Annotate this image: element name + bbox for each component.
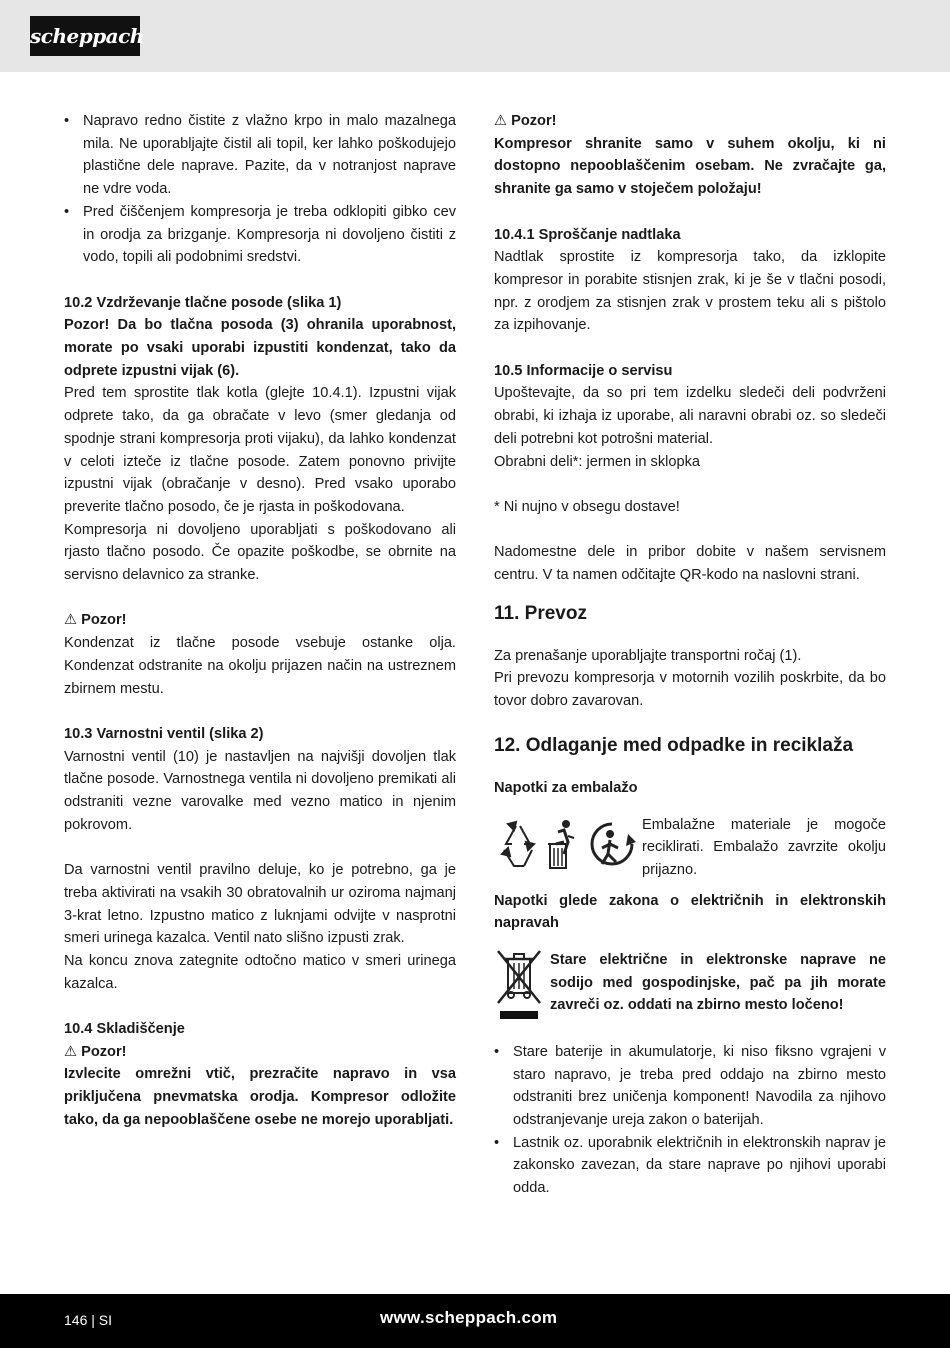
- weee-block: [494, 949, 886, 1041]
- bin-person-icon: [548, 820, 574, 868]
- storage-warning-text: Izvlecite omrežni vtič, prezračite napravo in vsa priključena pnevmatska orodja. Kompresor odložite tako, da ga nepooblaščene osebe ne morejo uporabljati.: [64, 1066, 456, 1128]
- weee-heading: Napotki glede zakona o električnih in elektronskih napravah: [494, 892, 886, 932]
- warning-icon: ⚠: [64, 612, 78, 629]
- section-10-5-paragraph: Obrabni deli*: jermen in sklopka: [494, 453, 701, 470]
- packaging-text: Embalažne materiale je mogoče reciklirati. Embalažo zavrzite okolju prijazno.: [642, 816, 886, 878]
- chapter-11-heading: 11. Prevoz: [494, 602, 587, 624]
- recycle-person-icon: [592, 824, 636, 864]
- list-item: • Lastnik oz. uporabnik električnih in elektronskih naprav je zakonsko zavezan, da stare naprave po njihovi uporabi odda.: [494, 1132, 886, 1200]
- crossed-out-bin-icon: [494, 949, 544, 1023]
- chapter-12-heading: 12. Odlaganje med odpadke in reciklaža: [494, 734, 854, 756]
- footer-bar: [0, 1294, 950, 1348]
- condensate-warning-text: Kondenzat iz tlačne posode vsebuje ostanke olja. Kondenzat odstranite na okolju prijazen način na ustreznem zbirnem mestu.: [64, 635, 456, 697]
- battery-bullet-list: [494, 1041, 886, 1200]
- warning-icon: ⚠: [64, 1043, 78, 1060]
- section-10-2-warning: Pozor! Da bo tlačna posoda (3) ohranila uporabnost, morate po vsaki uporabi izpustiti kondenzat, tako da odprete izpustni vijak (6).: [64, 317, 456, 379]
- section-10-2-paragraph: Kompresorja ni dovoljeno uporabljati s poškodovano ali rjasto tlačno posodo. Če opazite poškodbe, se obrnite na servisno delavnico za stranke.: [64, 521, 456, 584]
- section-10-3-paragraph: Na koncu znova zategnite odtočno matico v smeri urinega kazalca.: [64, 952, 456, 992]
- section-10-3-heading: 10.3 Varnostni ventil (slika 2): [64, 725, 264, 742]
- storage-warning-text: Kompresor shranite samo v suhem okolju, ki ni dostopno nepooblaščenim osebam. Ne zvračajte ga, shranite ga samo v stoječem položaju!: [494, 135, 886, 198]
- transport-paragraph: Pri prevozu kompresorja v motornih vozilih poskrbite, da bo tovor dobro zavarovan.: [494, 670, 886, 710]
- section-10-3-paragraph: Da varnostni ventil pravilno deluje, ko je potrebno, ga je treba aktivirati na vsakih 30 obratovalnih ur oziroma najmanj 3-krat letno. Izpustno matico z luknjami odvijte v nasprotni smeri urinega kazalca. Ventil nato slišno izpusti zrak.: [64, 862, 456, 947]
- section-10-2-heading: 10.2 Vzdrževanje tlačne posode (slika 1): [64, 294, 342, 311]
- warning-icon: ⚠: [494, 113, 508, 129]
- section-10-2-paragraph: Pred tem sprostite tlak kotla (glejte 10.4.1). Izpustni vijak odprete tako, da ga obračate v levo (smer gledanja od spodnje strani kompresorja proti vijaku), da lahko kondenzat v celoti izteče iz tlačne posode. Zatem ponovno privijte izpustni vijak (obračanje v desno). Pred vsako uporabo preverite tlačno posodo, če je rjasta in poškodovana.: [64, 385, 456, 515]
- recycle-icon: [502, 822, 534, 866]
- section-10-5-heading: 10.5 Informacije o servisu: [494, 362, 673, 379]
- list-item: • Stare baterije in akumulatorje, ki niso fiksno vgrajeni v staro napravo, je treba pred oddajo na zbirno mesto odstraniti brez uničenja komponent! Navodila za njihovo odstranjevanje ureja zakon o baterijah.: [494, 1041, 886, 1132]
- section-10-5-paragraph: Upoštevajte, da so pri tem izdelku sledeči deli podvrženi obrabi, ki izhaja iz uporabe, ali naravni obrabi oz. so sledeči deli potrebni kot potrošni material.: [494, 385, 886, 447]
- left-column: [64, 110, 456, 1132]
- cleaning-bullet-list: [64, 110, 456, 269]
- packaging-heading: Napotki za embalažo: [494, 779, 638, 796]
- header-bar: [0, 0, 950, 72]
- warning-heading: ⚠ Pozor!: [64, 609, 456, 632]
- recycling-icons: [494, 814, 638, 874]
- website-link[interactable]: www.scheppach.com: [380, 1308, 558, 1327]
- scheppach-logo: scheppach: [30, 16, 140, 56]
- section-10-5-paragraph: Nadomestne dele in pribor dobite v našem servisnem centru. V ta namen odčitajte QR-kodo na naslovni strani.: [494, 544, 886, 583]
- warning-heading: ⚠ Pozor!: [64, 1041, 456, 1064]
- weee-text: Stare električne in elektronske naprave ne sodijo med gospodinjske, pač pa jih morate zavreči oz. oddati na zbirno mesto ločeno!: [550, 951, 886, 1014]
- section-10-4-1-heading: 10.4.1 Sproščanje nadtlaka: [494, 226, 681, 243]
- section-10-4-heading: 10.4 Skladiščenje: [64, 1021, 185, 1038]
- right-column: [494, 110, 886, 1200]
- transport-paragraph: Za prenašanje uporabljajte transportni ročaj (1).: [494, 647, 802, 664]
- list-item: • Pred čiščenjem kompresorja je treba odklopiti gibko cev in orodja za brizganje. Kompresorja ni dovoljeno čistiti z vodo, topili ali podobnimi sredstvi.: [64, 201, 456, 269]
- page-number: 146 | SI: [64, 1312, 113, 1328]
- section-10-5-note: * Ni nujno v obsegu dostave!: [494, 498, 680, 515]
- section-10-4-1-paragraph: Nadtlak sprostite iz kompresorja tako, da izklopite kompresor in porabite stisnjen zrak, ki je še v tlačni posodi, npr. z orodjem za stisnjen zrak v prostem teku ali s pištolo za izpihovanje.: [494, 249, 886, 334]
- packaging-block: [494, 814, 886, 882]
- list-item: • Napravo redno čistite z vlažno krpo in malo mazalnega mila. Ne uporabljajte čistil ali topil, ker lahko poškodujejo plastične dele naprave. Pazite, da v notranjost naprave ne vdre voda.: [64, 110, 456, 201]
- section-10-3-paragraph: Varnostni ventil (10) je nastavljen na najvišji dovoljen tlak tlačne posode. Varnostnega ventila ni dovoljeno premikati ali odstraniti vezne varovalke med vezno matico in njenim pokrovom.: [64, 748, 456, 833]
- warning-heading: ⚠ Pozor!: [494, 110, 886, 133]
